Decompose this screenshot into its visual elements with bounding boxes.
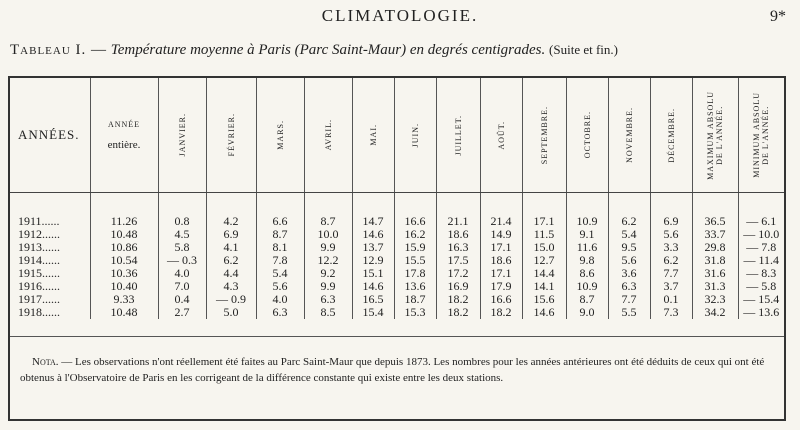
month-value: 14.7 [362, 214, 384, 228]
header-month [158, 78, 206, 193]
caption-label: Tableau I. — [10, 42, 108, 58]
month-value: 9.0 [579, 305, 595, 319]
col-month [522, 193, 566, 320]
month-value: 16.6 [404, 214, 426, 228]
max-value: 33.7 [704, 227, 726, 241]
month-value: 15.5 [404, 253, 426, 267]
month-value: 6.6 [272, 214, 288, 228]
month-value: 7.7 [663, 266, 679, 280]
year-cell: 1917...... [18, 292, 60, 306]
month-value: 9.2 [320, 266, 336, 280]
header-minimum-line1: MINIMUM ABSOLU [752, 92, 762, 178]
col-month [650, 193, 692, 320]
col-max [692, 193, 738, 320]
col-month [304, 193, 352, 320]
header-month-label: DÉCEMBRE. [666, 107, 676, 163]
month-value: 7.3 [663, 305, 679, 319]
month-value: 17.9 [490, 279, 512, 293]
annee-value: 10.48 [110, 305, 138, 319]
col-month [608, 193, 650, 320]
caption-title: Température moyenne à Paris (Parc Saint-Maur) en degrés centigrades. [110, 42, 546, 58]
month-value: 18.2 [447, 292, 469, 306]
month-value: 0.4 [174, 292, 190, 306]
table-caption [10, 42, 795, 59]
header-month-label: AVRIL. [323, 119, 333, 151]
month-value: 6.9 [663, 214, 679, 228]
month-value: 4.4 [223, 266, 239, 280]
month-value: 6.2 [663, 253, 679, 267]
month-value: 4.3 [223, 279, 239, 293]
caption-suite: (Suite et fin.) [549, 42, 618, 57]
month-value: 0.8 [174, 214, 190, 228]
annee-value: 11.26 [110, 214, 138, 228]
min-value: — 10.0 [743, 227, 780, 241]
month-value: 6.3 [272, 305, 288, 319]
header-minimum-line2: DE L'ANNÉE. [761, 105, 771, 165]
month-value: 7.7 [621, 292, 637, 306]
header-month [352, 78, 394, 193]
header-month [608, 78, 650, 193]
min-value: — 8.3 [746, 266, 777, 280]
max-value: 31.8 [704, 253, 726, 267]
year-cell: 1916...... [18, 279, 60, 293]
month-value: 14.6 [362, 279, 384, 293]
month-value: 16.2 [404, 227, 426, 241]
min-value: — 6.1 [746, 214, 777, 228]
month-value: 18.2 [447, 305, 469, 319]
month-value: 0.1 [663, 292, 679, 306]
temperature-table [10, 78, 784, 319]
month-value: 16.3 [447, 240, 469, 254]
month-value: 17.2 [447, 266, 469, 280]
month-value: 17.1 [490, 240, 512, 254]
month-value: 17.1 [533, 214, 555, 228]
header-month [480, 78, 522, 193]
month-value: 15.1 [362, 266, 384, 280]
col-years [10, 193, 90, 320]
month-value: 8.7 [579, 292, 595, 306]
month-value: 11.6 [576, 240, 598, 254]
month-value: — 0.9 [216, 292, 246, 306]
year-cell: 1913...... [18, 240, 60, 254]
month-value: 8.7 [320, 214, 336, 228]
month-value: 4.2 [223, 214, 239, 228]
month-value: 8.7 [272, 227, 288, 241]
header-maximum [692, 78, 738, 193]
header-annee-top: ANNÉE [107, 120, 141, 129]
note-text: Les observations n'ont réellement été faites au Parc Saint-Maur que depuis 1873. Les nombres pour les années antérieures ont été déduits de ceux qui ont été obtenus à l'Observatoire de Paris en les corrigeant de la différence constante qui existe entre les deux stations. [20, 356, 765, 384]
max-value: 36.5 [704, 214, 726, 228]
max-value: 29.8 [704, 240, 726, 254]
header-month [394, 78, 436, 193]
annee-value: 10.48 [110, 227, 138, 241]
header-maximum-line1: MAXIMUM ABSOLU [706, 90, 715, 180]
header-maximum-line2: DE L'ANNÉE. [715, 105, 724, 165]
month-value: 4.0 [272, 292, 288, 306]
header-month [522, 78, 566, 193]
header-annee-bottom: entière. [107, 139, 141, 151]
year-cell: 1912...... [18, 227, 60, 241]
header-month-label: OCTOBRE. [582, 111, 592, 159]
header-month [436, 78, 480, 193]
note-label: Nota. — [32, 356, 73, 368]
year-cell: 1915...... [18, 266, 60, 280]
header-month [650, 78, 692, 193]
header-month-label: JUILLET. [453, 114, 463, 156]
header-month [206, 78, 256, 193]
min-value: — 7.8 [746, 240, 777, 254]
footnote [20, 354, 776, 386]
header-month-label: AOÛT. [496, 120, 506, 150]
month-value: 9.1 [579, 227, 595, 241]
header-month [304, 78, 352, 193]
col-month [206, 193, 256, 320]
month-value: 4.5 [174, 227, 190, 241]
col-month [158, 193, 206, 320]
max-value: 31.6 [704, 266, 726, 280]
month-value: 15.6 [533, 292, 555, 306]
annee-value: 10.86 [110, 240, 138, 254]
header-month-label: JUIN. [410, 122, 420, 148]
header-years-label: ANNÉES. [18, 127, 80, 142]
month-value: 14.6 [362, 227, 384, 241]
month-value: 3.3 [663, 240, 679, 254]
month-value: 15.0 [533, 240, 555, 254]
min-value: — 13.6 [743, 305, 780, 319]
month-value: 16.5 [362, 292, 384, 306]
month-value: 6.3 [320, 292, 336, 306]
month-value: 6.2 [621, 214, 637, 228]
month-value: 4.1 [223, 240, 239, 254]
month-value: 6.2 [223, 253, 239, 267]
month-value: 10.9 [576, 214, 598, 228]
col-month [352, 193, 394, 320]
month-value: 16.9 [447, 279, 469, 293]
month-value: 18.6 [447, 227, 469, 241]
month-value: 2.7 [174, 305, 190, 319]
header-month [256, 78, 304, 193]
annee-value: 10.40 [110, 279, 138, 293]
month-value: 6.3 [621, 279, 637, 293]
month-value: 5.8 [174, 240, 190, 254]
month-value: 14.1 [533, 279, 555, 293]
month-value: 11.5 [533, 227, 555, 241]
header-row [10, 78, 784, 193]
header-years [10, 78, 90, 193]
month-value: 3.7 [663, 279, 679, 293]
page-number: 9* [770, 8, 786, 25]
header-month-label: FÉVRIER. [226, 113, 236, 157]
month-value: 7.0 [174, 279, 190, 293]
month-value: 13.7 [362, 240, 384, 254]
annee-value: 9.33 [113, 292, 135, 306]
col-min [738, 193, 784, 320]
header-minimum [738, 78, 784, 193]
month-value: 5.0 [223, 305, 239, 319]
header-month-label: MAI. [368, 124, 378, 146]
month-value: 4.0 [174, 266, 190, 280]
header-month-label: NOVEMBRE. [624, 107, 634, 163]
year-cell: 1918...... [18, 305, 60, 319]
month-value: 18.6 [490, 253, 512, 267]
max-value: 31.3 [704, 279, 726, 293]
month-value: 14.4 [533, 266, 555, 280]
month-value: 5.6 [621, 253, 637, 267]
col-month [394, 193, 436, 320]
month-value: 5.4 [621, 227, 637, 241]
max-value: 34.2 [704, 305, 726, 319]
header-month [566, 78, 608, 193]
month-value: 21.1 [447, 214, 469, 228]
min-value: — 15.4 [743, 292, 780, 306]
table-frame [8, 76, 786, 421]
month-value: 18.7 [404, 292, 426, 306]
month-value: 9.9 [320, 279, 336, 293]
month-value: 3.6 [621, 266, 637, 280]
month-value: 7.8 [272, 253, 288, 267]
month-value: — 0.3 [167, 253, 197, 267]
col-month [566, 193, 608, 320]
table-body-row [10, 193, 784, 320]
month-value: 8.6 [579, 266, 595, 280]
month-value: 17.5 [447, 253, 469, 267]
running-title: CLIMATOLOGIE. [321, 6, 479, 25]
note-divider [10, 336, 784, 337]
month-value: 12.2 [317, 253, 339, 267]
month-value: 12.9 [362, 253, 384, 267]
month-value: 5.6 [272, 279, 288, 293]
header-maximum-label [706, 91, 724, 180]
header-month-label: SEPTEMBRE. [539, 105, 549, 165]
year-cell: 1911...... [18, 214, 60, 228]
month-value: 12.7 [533, 253, 555, 267]
month-value: 15.9 [404, 240, 426, 254]
min-value: — 11.4 [743, 253, 780, 267]
col-month [436, 193, 480, 320]
header-month-label: JANVIER. [177, 113, 187, 157]
max-value: 32.3 [704, 292, 726, 306]
col-annee [90, 193, 158, 320]
month-value: 18.2 [490, 305, 512, 319]
month-value: 15.4 [362, 305, 384, 319]
month-value: 15.3 [404, 305, 426, 319]
month-value: 14.9 [490, 227, 512, 241]
month-value: 8.5 [320, 305, 336, 319]
annee-value: 10.54 [110, 253, 138, 267]
col-month [480, 193, 522, 320]
month-value: 8.1 [272, 240, 288, 254]
annee-value: 10.36 [110, 266, 138, 280]
min-value: — 5.8 [746, 279, 777, 293]
month-value: 16.6 [490, 292, 512, 306]
month-value: 17.8 [404, 266, 426, 280]
header-annee [90, 78, 158, 193]
header-month-label: MARS. [275, 120, 285, 150]
month-value: 10.0 [317, 227, 339, 241]
month-value: 5.4 [272, 266, 288, 280]
month-value: 10.9 [576, 279, 598, 293]
month-value: 13.6 [404, 279, 426, 293]
month-value: 9.9 [320, 240, 336, 254]
month-value: 9.8 [579, 253, 595, 267]
month-value: 5.6 [663, 227, 679, 241]
month-value: 5.5 [621, 305, 637, 319]
header-minimum-label [752, 92, 770, 178]
month-value: 17.1 [490, 266, 512, 280]
month-value: 21.4 [490, 214, 512, 228]
month-value: 6.9 [223, 227, 239, 241]
col-month [256, 193, 304, 320]
month-value: 9.5 [621, 240, 637, 254]
year-cell: 1914...... [18, 253, 60, 267]
month-value: 14.6 [533, 305, 555, 319]
